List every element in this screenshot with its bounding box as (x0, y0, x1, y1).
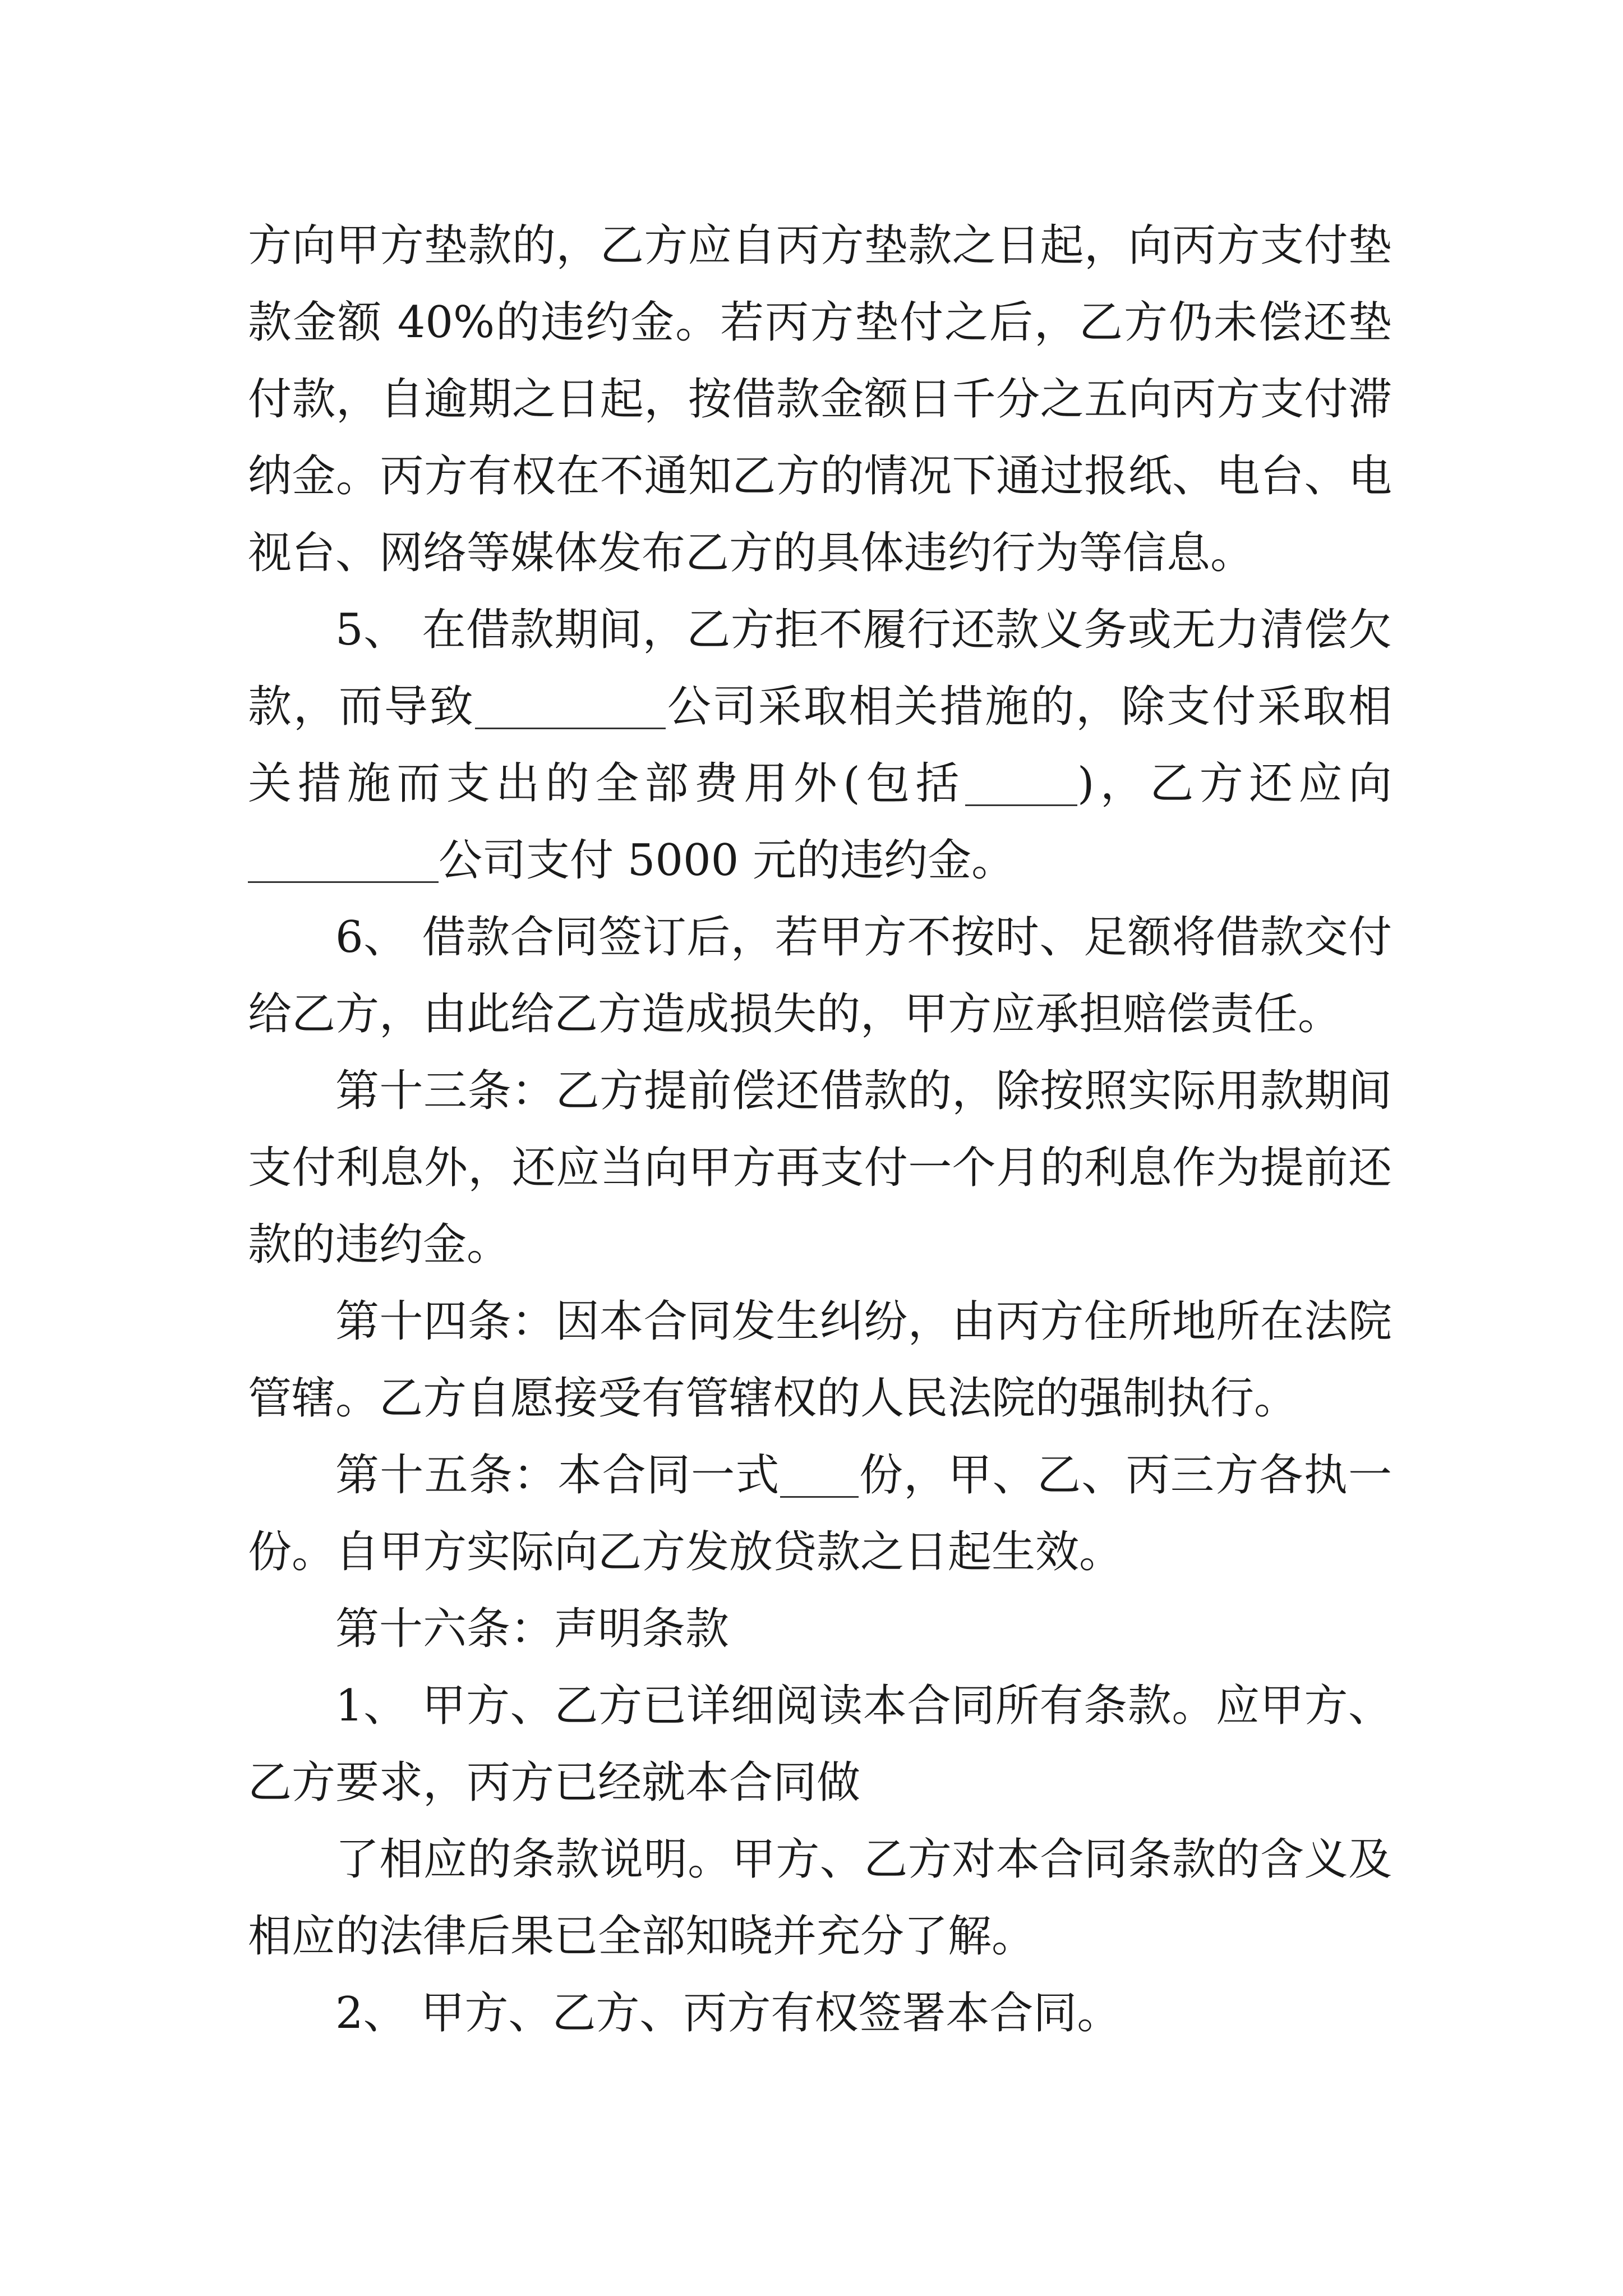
paragraph-clause-5 (248, 592, 1392, 899)
paragraph-declaration-1-cont: 了相应的条款说明。甲方、乙方对本合同条款的含义及相应的法律后果已全部知晓并充分了解。 (248, 1834, 1392, 1962)
clause-5-text-d: 公司支付 5000 元的违约金。 (439, 835, 1016, 886)
clause-5-text-b: 公司采取相关措施的，除支付采取相关措施而支出的全部费用外(包括 (248, 682, 1392, 809)
blank-copies-count (780, 1450, 859, 1498)
paragraph-article-16-heading: 第十六条：声明条款 (335, 1604, 730, 1654)
paragraph-article-13: 第十三条：乙方提前偿还借款的，除按照实际用款期间支付利息外，还应当向甲方再支付一个月的利息作为提前还款的违约金。 (248, 1066, 1392, 1270)
paragraph-penalty-advance: 方向甲方垫款的，乙方应自丙方垫款之日起，向丙方支付垫款金额 40%的违约金。若丙方垫付之后，乙方仍未偿还垫付款，自逾期之日起，按借款金额日千分之五向丙方支付滞纳金。丙方有权在不通知乙方的情况下通过报纸、电台、电视台、网络等媒体发布乙方的具体违约行为等信息。 (248, 220, 1392, 578)
paragraph-declaration-1: 1、 甲方、乙方已详细阅读本合同所有条款。应甲方、乙方要求，丙方已经就本合同做 (248, 1681, 1392, 1808)
paragraph-article-15 (248, 1437, 1392, 1591)
blank-included-costs (965, 758, 1077, 806)
blank-company-name-2 (248, 835, 439, 883)
blank-company-name-1 (475, 682, 666, 729)
paragraph-declaration-2: 2、 甲方、乙方、丙方有权签署本合同。 (335, 1988, 1121, 2039)
article-15-text-b: 份，甲、乙、丙三方各执一份。自甲方实际向乙方发放贷款之日起生效。 (248, 1450, 1392, 1577)
clause-5-text-c: )，乙方还应向 (1077, 758, 1392, 809)
paragraph-clause-6: 6、 借款合同签订后，若甲方不按时、足额将借款交付给乙方，由此给乙方造成损失的，甲方应承担赔偿责任。 (248, 912, 1392, 1039)
article-15-text-a: 第十五条：本合同一式 (335, 1450, 780, 1501)
clause-5-text-a: 5、 在借款期间，乙方拒不履行还款义务或无力清偿欠款，而导致 (248, 605, 1392, 732)
paragraph-article-14: 第十四条：因本合同发生纠纷，由丙方住所地所在法院管辖。乙方自愿接受有管辖权的人民法院的强制执行。 (248, 1296, 1392, 1424)
document-body (248, 208, 1392, 2052)
